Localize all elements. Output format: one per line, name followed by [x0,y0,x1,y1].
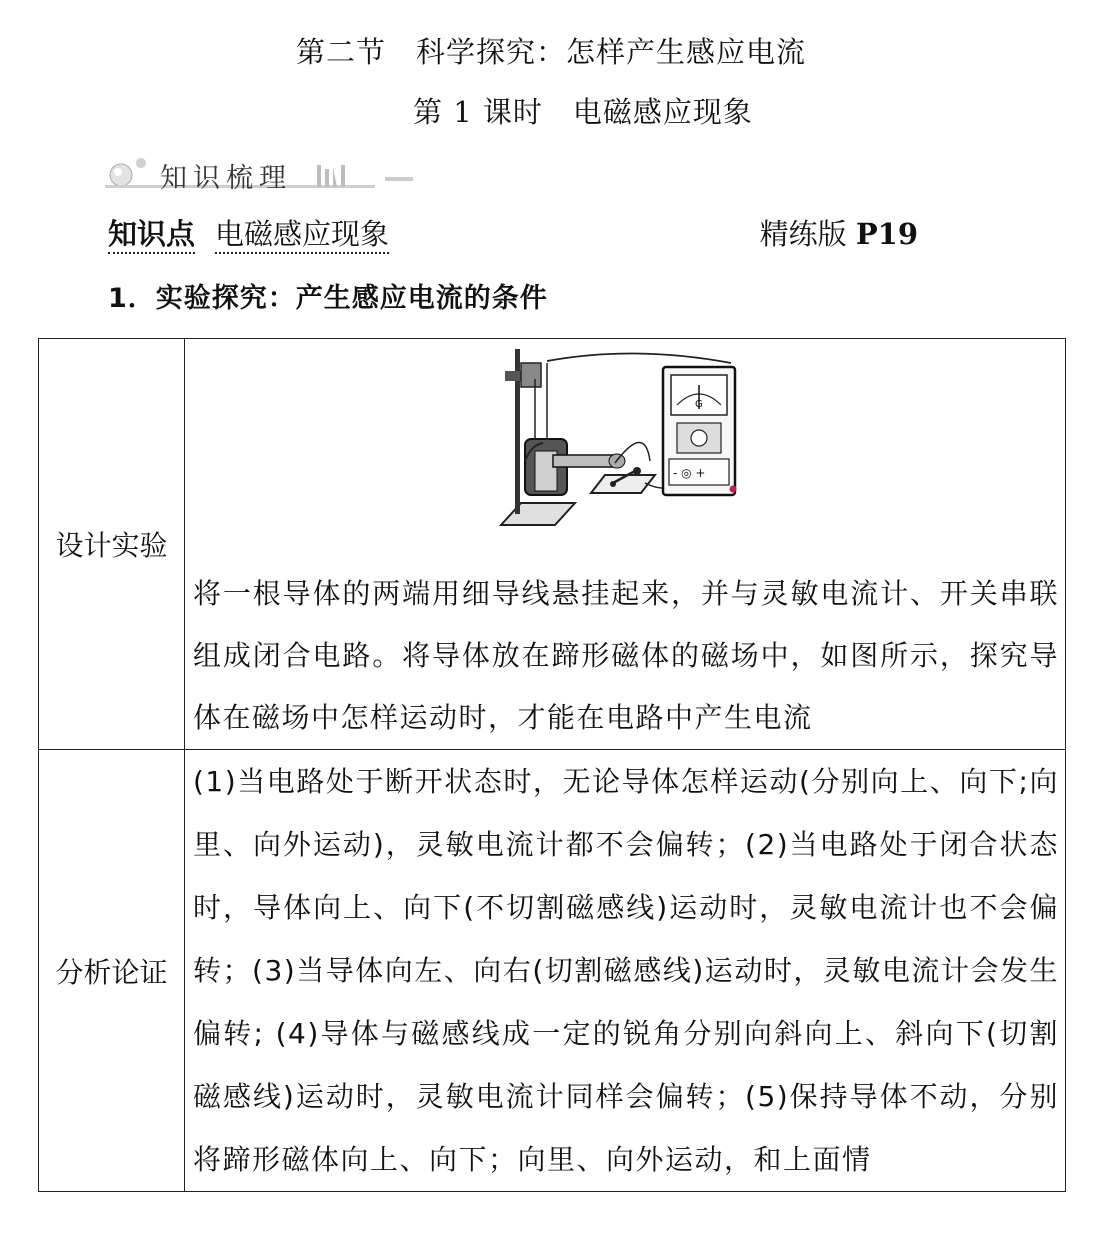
table-row [39,750,1066,1192]
knowledge-point-title: 电磁感应现象 [215,217,389,254]
design-content-cell [185,339,1066,750]
analysis-content-cell [185,750,1066,1192]
experiment-heading: 1．实验探究：产生感应电流的条件 [108,283,548,314]
knowledge-point-label: 知识点 [108,217,195,254]
meter-scale-label: G [695,399,703,410]
experiment-table [38,338,1066,1192]
workbook-reference-prefix: 精练版 [759,217,856,251]
workbook-reference-page: P19 [855,217,918,251]
apparatus-figure [185,339,1065,549]
meter-terminals-label: - ◎ + [673,466,706,480]
lesson-title: 第 1 课时 电磁感应现象 [413,95,753,129]
workbook-reference [760,212,918,256]
banner-label: 知识梳理 [160,163,292,194]
section-banner [105,155,425,195]
row-label-design: 设计实验 [39,339,185,750]
knowledge-point-row [108,212,928,256]
row-label-analysis: 分析论证 [39,750,185,1192]
apparatus-illustration [495,343,755,543]
analysis-description: (1)当电路处于断开状态时，无论导体怎样运动(分别向上、向下;向里、向外运动)，灵敏电流计都不会偏转；(2)当电路处于闭合状态时，导体向上、向下(不切割磁感线)运动时，灵敏电流计也不会偏转；(3)当导体向左、向右(切割磁感线)运动时，灵敏电流计会发生偏转; (4)导体与磁感线成一定的锐角分别向斜向上、斜向下(切割磁感线)运动时，灵敏电流计同样会偏转；(5)保持导体不动，分别将蹄形磁体向上、向下；向里、向外运动，和上面情 [193,765,1059,1176]
table-row [39,339,1066,750]
section-title: 第二节 科学探究：怎样产生感应电流 [295,35,806,69]
design-description: 将一根导体的两端用细导线悬挂起来，并与灵敏电流计、开关串联组成闭合电路。将导体放在蹄形磁体的磁场中，如图所示，探究导体在磁场中怎样运动时，才能在电路中产生电流 [193,577,1059,734]
